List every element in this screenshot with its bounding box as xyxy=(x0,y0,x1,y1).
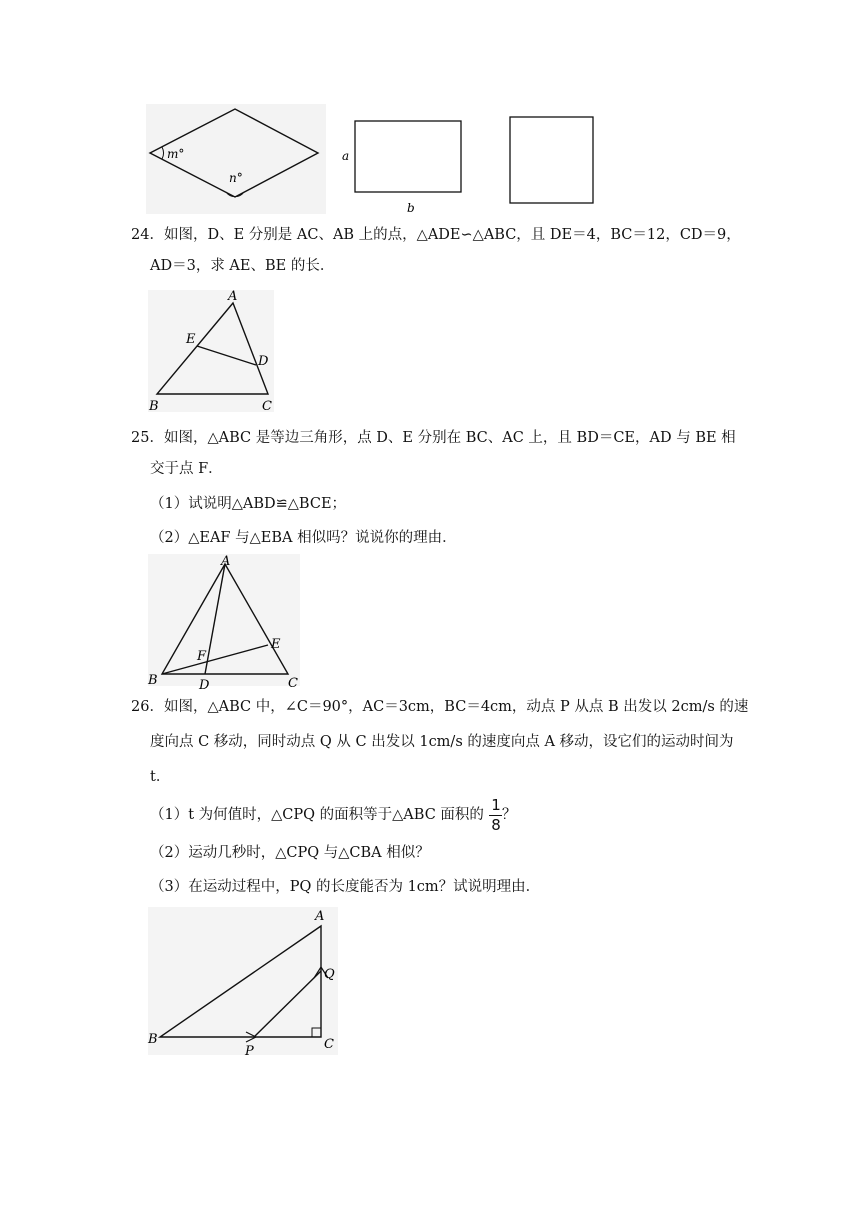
q26-label-a: A xyxy=(315,909,325,924)
label-n: n° xyxy=(229,171,243,185)
q25-label-e: E xyxy=(271,637,281,652)
label-m: m° xyxy=(167,147,185,161)
top-figures xyxy=(140,100,610,218)
q26-part1-end: ？ xyxy=(501,807,517,823)
q26-line3: t． xyxy=(150,769,171,785)
q24-label-e: E xyxy=(186,332,196,347)
q25-line2: 交于点 F． xyxy=(150,461,223,477)
rectangle xyxy=(355,121,461,192)
q26-part1-text: （1）t 为何值时，△CPQ 的面积等于△ABC 面积的 xyxy=(150,807,484,823)
fraction-numerator: 1 xyxy=(491,796,501,814)
fraction-denominator: 8 xyxy=(491,816,501,834)
q24-line2: AD＝3，求 AE、BE 的长． xyxy=(150,258,335,274)
q26-line2: 度向点 C 移动，同时动点 Q 从 C 出发以 1cm/s 的速度向点 A 移动，设它们的运动时间为 xyxy=(150,734,734,750)
q25-label-d: D xyxy=(199,678,210,692)
square xyxy=(510,117,593,203)
q25-label-a: A xyxy=(221,554,231,569)
q26-label-q: Q xyxy=(324,967,335,982)
q25-part1: （1）试说明△ABD≌△BCE； xyxy=(150,496,347,512)
q26-part3: （3）在运动过程中，PQ 的长度能否为 1cm？试说明理由． xyxy=(150,879,541,895)
q25-label-b: B xyxy=(148,673,158,688)
q26-figure-bg xyxy=(148,907,338,1055)
q25-figure-bg xyxy=(148,554,300,686)
q25-figure xyxy=(140,552,310,692)
label-a: a xyxy=(342,149,350,163)
q25-line1: 25．如图，△ABC 是等边三角形，点 D、E 分别在 BC、AC 上，且 BD＝CE，AD 与 BE 相 xyxy=(131,430,736,446)
q24-label-c: C xyxy=(262,399,272,414)
q26-label-p: P xyxy=(245,1044,254,1059)
q26-part2: （2）运动几秒时，△CPQ 与△CBA 相似？ xyxy=(150,845,430,861)
q24-line1: 24．如图，D、E 分别是 AC、AB 上的点，△ADE∽△ABC，且 DE＝4，BC＝12，CD＝9， xyxy=(131,227,741,243)
q24-label-a: A xyxy=(228,289,238,304)
q26-part1 xyxy=(150,805,516,825)
q24-label-d: D xyxy=(258,354,269,369)
q26-label-b: B xyxy=(148,1032,158,1047)
q26-label-c: C xyxy=(324,1037,334,1052)
label-b: b xyxy=(407,201,415,215)
q25-part2: （2）△EAF 与△EBA 相似吗？说说你的理由． xyxy=(150,530,457,546)
q26-line1: 26．如图，△ABC 中，∠C＝90°，AC＝3cm，BC＝4cm，动点 P 从点 B 出发以 2cm/s 的速 xyxy=(131,699,749,715)
q25-label-c: C xyxy=(288,676,298,691)
q26-figure xyxy=(140,905,345,1060)
q25-label-f: F xyxy=(197,649,207,664)
q24-label-b: B xyxy=(149,399,159,414)
q24-figure xyxy=(140,288,290,416)
